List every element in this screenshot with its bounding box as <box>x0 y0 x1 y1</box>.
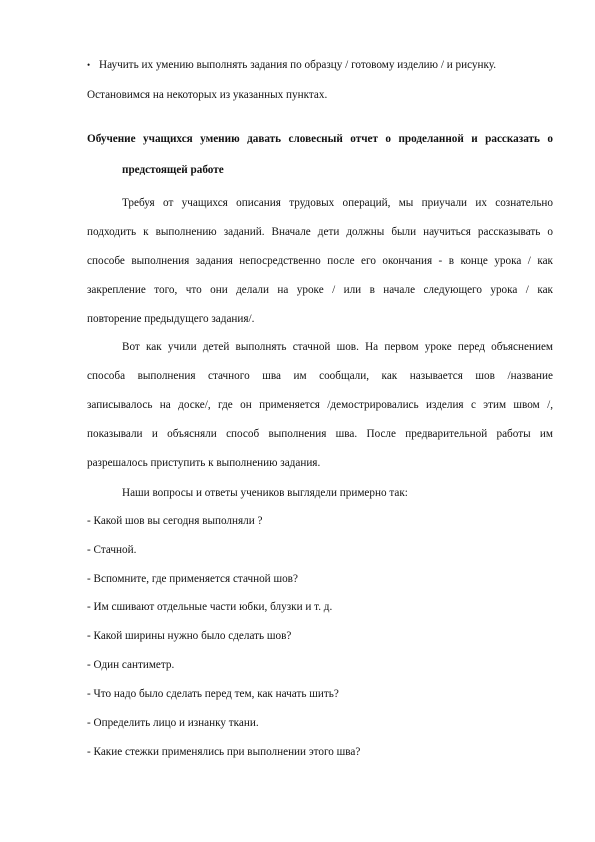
dialogue-line: - Какой ширины нужно было сделать шов? <box>87 630 292 642</box>
dialogue-line: - Какие стежки применялись при выполнении этого шва? <box>87 746 361 758</box>
dialogue-line: - Вспомните, где применяется стачной шов? <box>87 573 298 585</box>
paragraph1-line: повторение предыдущего задания/. <box>87 313 255 325</box>
dialogue-line: - Один сантиметр. <box>87 659 175 671</box>
bullet-icon: • <box>87 60 91 70</box>
bullet-item: Научить их умению выполнять задания по образцу / готовому изделию / и рисунку. <box>99 59 497 71</box>
dialogue-line: - Какой шов вы сегодня выполняли ? <box>87 515 263 527</box>
intro-text: Остановимся на некоторых из указанных пунктах. <box>87 89 328 101</box>
paragraph2-line: способа выполнения стачного шва им сообщали, как называется шов /название <box>87 370 553 382</box>
section-heading-line-1: Обучение учащихся умению давать словесный отчет о проделанной и рассказать о <box>87 133 553 145</box>
paragraph1-line: подходить к выполнению заданий. Вначале дети должны были научиться рассказывать о <box>87 226 553 238</box>
paragraph1-line: способе выполнения задания непосредственно после его окончания - в конце урока / как <box>87 255 553 267</box>
dialogue-intro: Наши вопросы и ответы учеников выглядели примерно так: <box>122 487 408 499</box>
paragraph1-line: закрепление того, что они делали на уроке / или в начале следующего урока / как <box>87 284 553 296</box>
dialogue-line: - Определить лицо и изнанку ткани. <box>87 717 259 729</box>
dialogue-line: - Стачной. <box>87 544 137 556</box>
paragraph2-line: записывалось на доске/, где он применяется /демострировались изделия с этим швом /, <box>87 399 553 411</box>
paragraph1-line: Требуя от учащихся описания трудовых операций, мы приучали их сознательно <box>122 197 553 209</box>
section-heading-line-2: предстоящей работе <box>122 164 224 176</box>
paragraph2-line: разрешалось приступить к выполнению задания. <box>87 457 321 469</box>
paragraph2-line: показывали и объясняли способ выполнения шва. После предварительной работы им <box>87 428 553 440</box>
dialogue-line: - Что надо было сделать перед тем, как начать шить? <box>87 688 339 700</box>
paragraph2-line: Вот как учили детей выполнять стачной шов. На первом уроке перед объяснением <box>122 341 553 353</box>
dialogue-line: - Им сшивают отдельные части юбки, блузки и т. д. <box>87 601 333 613</box>
